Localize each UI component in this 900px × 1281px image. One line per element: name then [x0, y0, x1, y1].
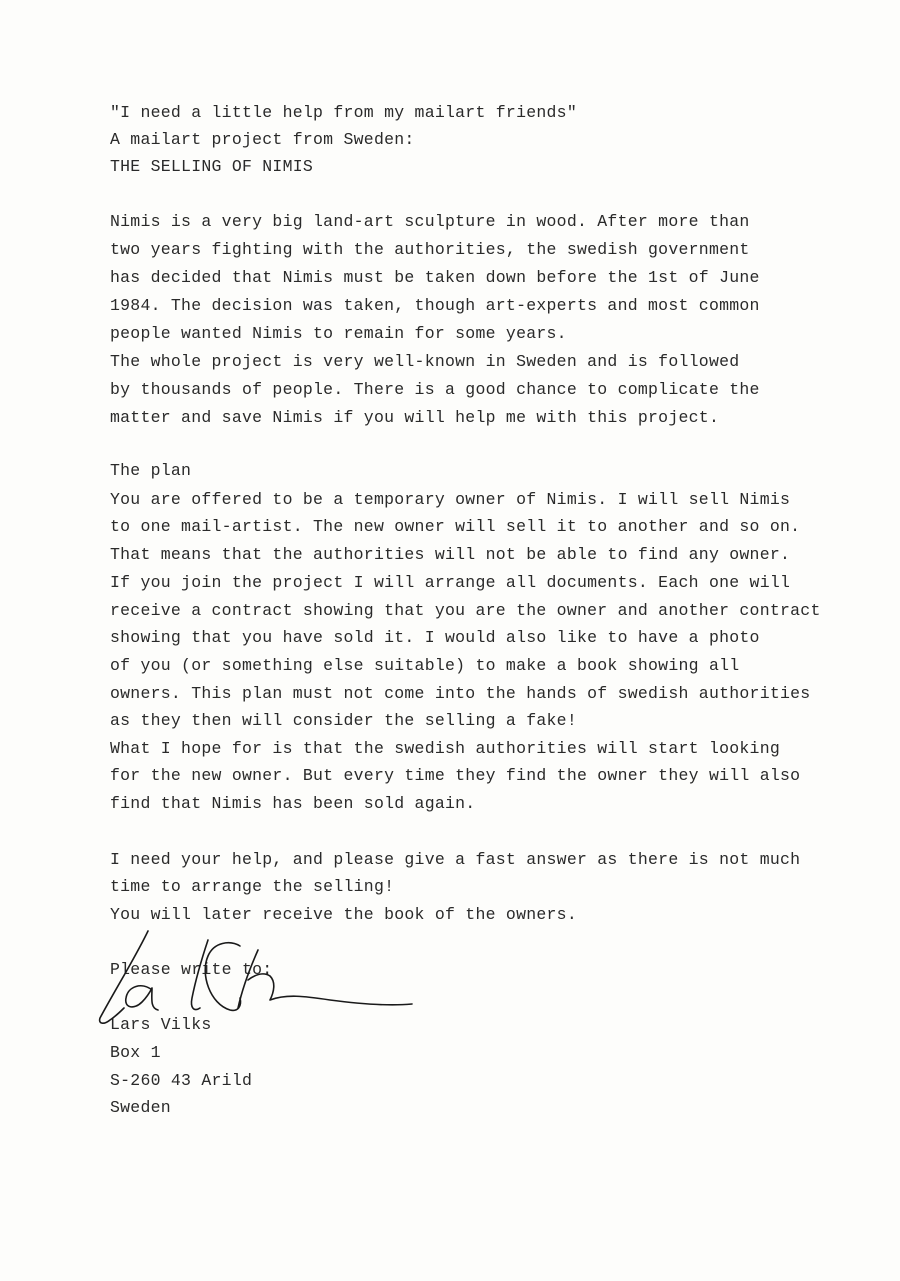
closing-line: time to arrange the selling! [110, 877, 395, 896]
intro-line: has decided that Nimis must be taken down before the 1st of June [110, 268, 760, 287]
intro-line: The whole project is very well-known in Sweden and is followed [110, 352, 740, 371]
plan-heading: The plan [110, 461, 192, 480]
header-title-line: THE SELLING OF NIMIS [110, 157, 314, 176]
plan-line: owners. This plan must not come into the hands of swedish authorities [110, 684, 811, 703]
plan-line: for the new owner. But every time they find the owner they will also [110, 766, 801, 785]
address-postal-code: S-260 43 Arild [110, 1071, 253, 1090]
intro-line: by thousands of people. There is a good chance to complicate the [110, 380, 760, 399]
address-name: Lars Vilks [110, 1015, 212, 1034]
intro-line: 1984. The decision was taken, though art-experts and most common [110, 296, 760, 315]
intro-line: matter and save Nimis if you will help me with this project. [110, 408, 720, 427]
address-prompt: Please write to: [110, 960, 273, 979]
address-box: Box 1 [110, 1043, 161, 1062]
handwritten-signature [90, 928, 420, 1038]
intro-line: people wanted Nimis to remain for some years. [110, 324, 567, 343]
intro-line: two years fighting with the authorities, the swedish government [110, 240, 750, 259]
plan-line: You are offered to be a temporary owner of Nimis. I will sell Nimis [110, 490, 791, 509]
plan-line: showing that you have sold it. I would also like to have a photo [110, 628, 760, 647]
plan-line: What I hope for is that the swedish authorities will start looking [110, 739, 781, 758]
plan-line: as they then will consider the selling a fake! [110, 711, 577, 730]
plan-line: find that Nimis has been sold again. [110, 794, 476, 813]
header-quote-line: "I need a little help from my mailart friends" [110, 103, 577, 122]
plan-line: receive a contract showing that you are the owner and another contract [110, 601, 821, 620]
plan-line: to one mail-artist. The new owner will sell it to another and so on. [110, 517, 801, 536]
plan-line: If you join the project I will arrange all documents. Each one will [110, 573, 791, 592]
closing-line: You will later receive the book of the owners. [110, 905, 577, 924]
plan-line: That means that the authorities will not be able to find any owner. [110, 545, 791, 564]
plan-line: of you (or something else suitable) to make a book showing all [110, 656, 740, 675]
intro-line: Nimis is a very big land-art sculpture in wood. After more than [110, 212, 750, 231]
header-subtitle-line: A mailart project from Sweden: [110, 130, 415, 149]
closing-line: I need your help, and please give a fast answer as there is not much [110, 850, 801, 869]
address-country: Sweden [110, 1098, 171, 1117]
